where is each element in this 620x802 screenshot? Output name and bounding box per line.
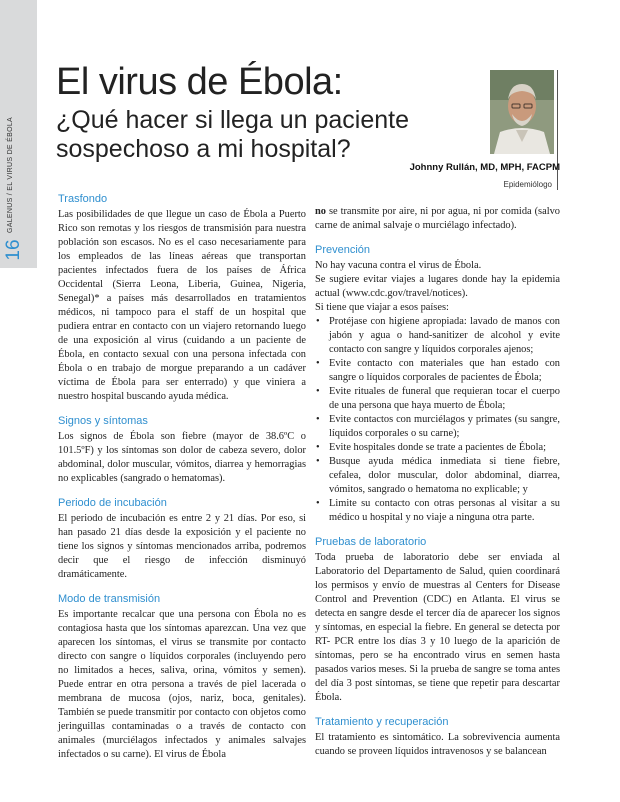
section-text: Toda prueba de laboratorio debe ser enviada al Laboratorio del Departamento de Salud, quien coordinará los permisos y envío de muestras al Centers for Disease Control and Prevention (CDC) en Atlanta. El virus se detecta en sangre desde el tercer día de aparecer los signos y síntomas, en especial la fiebre. En general se detecta por RT- PCR entre los días 3 y 10 luego de la aparición de síntomas, pero se ha encontrado virus en semen hasta pasados varios meses. Si la prueba de sangre se toma antes del día 3 post síntomas, se tiene que repetir para descartar Ébola. — [315, 552, 560, 703]
continued-text: se transmite por aire, ni por agua, ni por comida (salvo carne de animal salvaje o murciélago infectado). — [315, 206, 560, 231]
prevention-list — [315, 315, 560, 525]
section-heading: Periodo de incubación — [58, 497, 167, 509]
section-text: El tratamiento es sintomático. La sobrevivencia aumenta cuando se proveen líquidos intravenosos y se balancean — [315, 732, 560, 757]
author-photo — [490, 70, 554, 154]
section-trasfondo — [58, 192, 306, 404]
page-subtitle: ¿Qué hacer si llega un paciente sospechoso a mi hospital? — [56, 106, 409, 163]
right-column — [315, 205, 560, 769]
section-tratamiento — [315, 715, 560, 759]
list-item: • Busque ayuda médica inmediata si tiene fiebre, cefalea, dolor muscular, dolor abdominal, diarrea, vómitos, sangrado o hematoma no explicable; y — [315, 455, 560, 497]
author-role: Epidemiólogo — [503, 180, 552, 189]
section-signos — [58, 414, 306, 486]
section-transmision-continued — [315, 205, 560, 233]
emphasis-no: no — [315, 206, 326, 217]
list-item: • Evite rituales de funeral que requieran tocar el cuerpo de una persona que haya muerto de Ébola; — [315, 385, 560, 413]
section-pruebas — [315, 535, 560, 705]
running-head: GALENUS / EL VIRUS DE ÉBOLA — [7, 117, 14, 233]
section-text-continued — [315, 205, 560, 233]
prevention-line: Si tiene que viajar a esos países: — [315, 302, 449, 313]
list-item: • Evite hospitales donde se trate a pacientes de Ébola; — [315, 441, 560, 455]
list-item: • Protéjase con higiene apropiada: lavado de manos con jabón y agua o hand-sanitizer de alcohol y evite contacto con sangre y líquidos corporales ajenos; — [315, 315, 560, 357]
list-item: • Evite contacto con materiales que han estado con sangre o líquidos corporales de pacientes de Ébola; — [315, 357, 560, 385]
section-text: El periodo de incubación es entre 2 y 21 días. Por eso, si han pasado 21 días desde la exposición y el paciente no tiene los signos y síntomas mencionados arriba, podremos decir que el riesgo de infección disminuyó dramáticamente. — [58, 513, 306, 580]
section-transmision — [58, 592, 306, 762]
section-text: Es importante recalcar que una persona con Ébola no es contagiosa hasta que los síntomas aparezcan. Una vez que aparecen los síntomas, el virus se transmite por contacto directo con sangre o líquidos corporales (incluyendo pero no limitados a heces, saliva, orina, vómitos y semen). Puede entrar en otra persona a través de piel lacerada o membrana de mucosa (ojos, nariz, boca, genitales). También se puede transmitir por contacto con objetos como jeringuillas contaminadas o a través de contacto con animales (murciélagos infectados y animales salvajes infectados o su carne). El virus de Ébola — [58, 609, 306, 760]
section-heading: Tratamiento y recuperación — [315, 716, 449, 728]
section-text: Los signos de Ébola son fiebre (mayor de 38.6ºC o 101.5ºF) y los síntomas son dolor de cabeza severo, dolor abdominal, dolor muscular, vómitos, diarrea y hemorragias no explicables (sangrado o hematomas). — [58, 431, 306, 484]
prevention-line: No hay vacuna contra el virus de Ébola. — [315, 260, 482, 271]
section-heading: Modo de transmisión — [58, 593, 161, 605]
page-number: 16 — [3, 239, 24, 261]
page-title: El virus de Ébola: — [56, 61, 343, 103]
section-incubacion — [58, 496, 306, 582]
section-heading: Trasfondo — [58, 193, 108, 205]
section-heading: Pruebas de laboratorio — [315, 536, 427, 548]
list-item: • Evite contactos con murciélagos y primates (su sangre, líquidos corporales o su carne); — [315, 413, 560, 441]
section-heading: Signos y síntomas — [58, 415, 148, 427]
section-heading: Prevención — [315, 244, 371, 256]
list-item: • Limite su contacto con otras personas al visitar a su médico u hospital y no viaje a ninguna otra parte. — [315, 497, 560, 525]
author-name: Johnny Rullán, MD, MPH, FACPM — [409, 162, 560, 173]
prevention-line: Se sugiere evitar viajes a lugares donde hay la epidemia actual (www.cdc.gov/travel/notices). — [315, 274, 560, 299]
left-column — [58, 192, 306, 772]
section-prevencion — [315, 243, 560, 525]
section-text: Las posibilidades de que llegue un caso de Ébola a Puerto Rico son remotas y los riesgos de transmisión para nuestra población son escasos. No es el caso necesariamente para los empleados de las líneas aéreas que transportan pacientes infectados fuera de los países de África Occidental (Sierra Leona, Liberia, Guinea, Nigeria, Senegal)* a países más desarrollados en tratamientos médicos, ni tampoco para el staff de un hospital que pudiera entrar en contacto con un viajero retornando luego de una exposición al virus (cuidando a un paciente de Ébola, en contacto sexual con una persona infectada con Ébola o en trabajo de morgue preparando a un cadáver víctima de Ébola para ser enterrado) y que viniera a nuestro hospital buscando ayuda médica. — [58, 209, 306, 402]
